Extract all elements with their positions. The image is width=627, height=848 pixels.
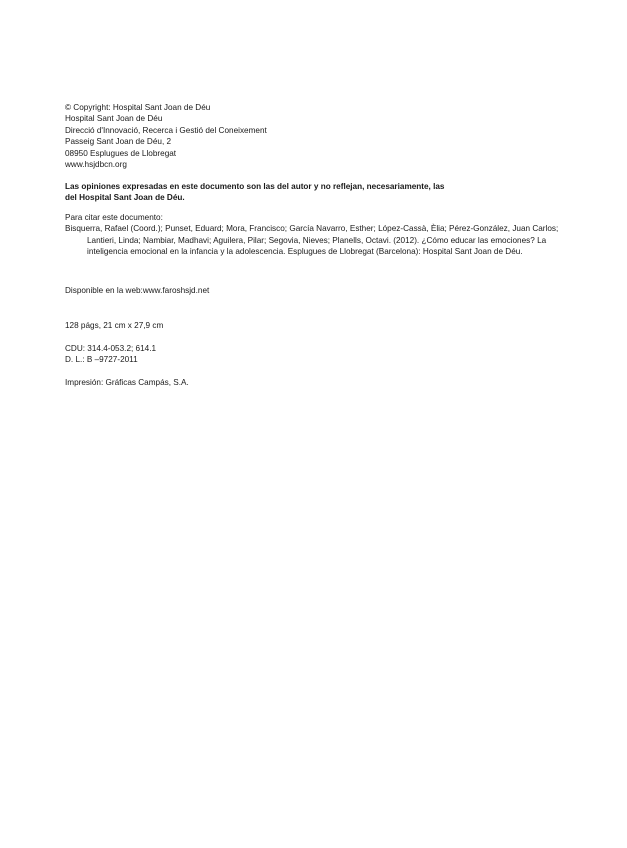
website: www.hsjdbcn.org xyxy=(65,160,127,170)
copyright-line: © Copyright: Hospital Sant Joan de Déu xyxy=(65,103,211,112)
availability-text: Disponible en la web:www.faroshsjd.net xyxy=(65,286,210,295)
page-count-dimensions: 128 págs, 21 cm x 27,9 cm xyxy=(65,321,164,330)
publisher-name: Hospital Sant Joan de Déu xyxy=(65,114,163,124)
citation-reference: Bisquerra, Rafael (Coord.); Punset, Eduard; Mora, Francisco; García Navarro, Esther; López-Cassà, Èlia; Pérez-González, Juan Carlos; Lantieri, Linda; Nambiar, Madhavi; Aguilera, Pilar; Segovia, Nieves; Planells, Octavi. (2012). ¿Cómo educar las emociones? La inteligencia emocional en la infancia y la adolescencia. Esplugues de Llobregat (Barcelona): Hospital Sant Joan de Déu. xyxy=(65,224,559,257)
legal-deposit: D. L.: B –9727-2011 xyxy=(65,355,138,365)
citation-block xyxy=(65,212,565,258)
physical-specs xyxy=(65,320,565,331)
copyright-block xyxy=(65,102,565,170)
availability-note xyxy=(65,285,565,296)
citation-label: Para citar este documento: xyxy=(65,213,163,222)
disclaimer-line-2: del Hospital Sant Joan de Déu. xyxy=(65,193,185,203)
disclaimer-line-1: Las opiniones expresadas en este documento son las del autor y no reflejan, necesariamente, las xyxy=(65,182,445,191)
printer-name: Impresión: Gráficas Campás, S.A. xyxy=(65,378,189,387)
printing-info xyxy=(65,377,565,388)
department-name: Direcció d'Innovació, Recerca i Gestió del Coneixement xyxy=(65,125,267,135)
street-address: Passeig Sant Joan de Déu, 2 xyxy=(65,137,172,147)
classification-block xyxy=(65,343,565,366)
postal-city: 08950 Esplugues de Llobregat xyxy=(65,148,177,158)
cdu-code: CDU: 314.4-053.2; 614.1 xyxy=(65,344,157,353)
disclaimer xyxy=(65,181,565,204)
